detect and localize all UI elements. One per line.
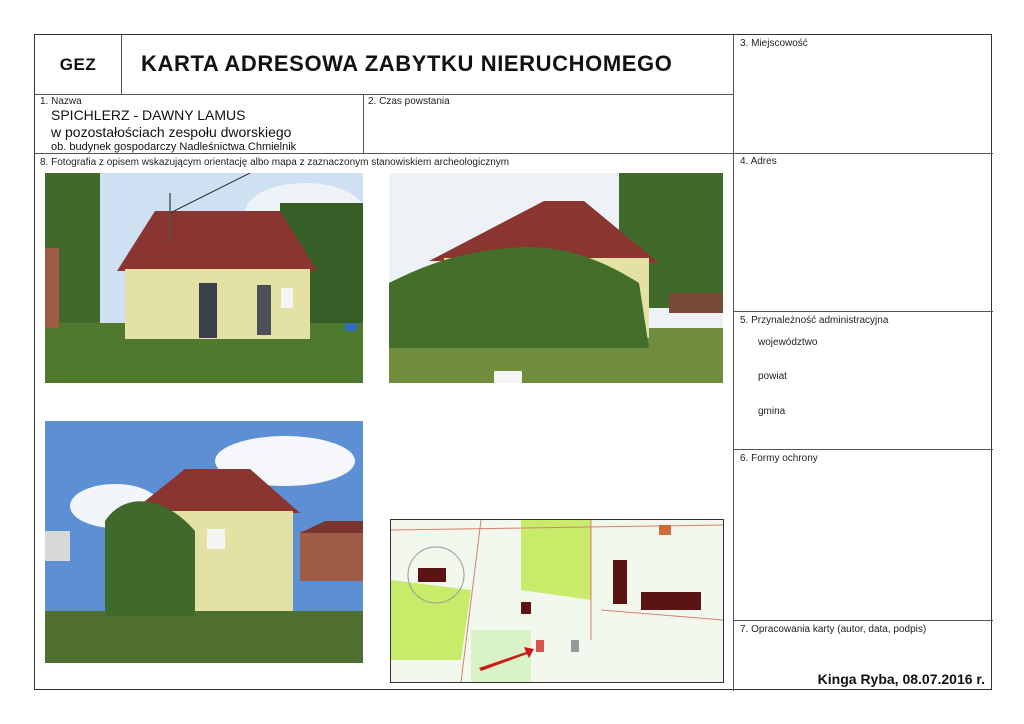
formy-label: 6. Formy ochrony — [740, 453, 818, 464]
divider — [733, 620, 993, 621]
object-context: w pozostałościach zespołu dworskiego — [51, 124, 292, 140]
divider — [733, 449, 993, 450]
object-name: SPICHLERZ - DAWNY LAMUS — [51, 107, 246, 123]
opracowania-label: 7. Opracowania karty (autor, data, podpis) — [740, 624, 927, 635]
address-card — [34, 34, 992, 690]
divider — [121, 35, 122, 95]
object-current-use: ob. budynek gospodarczy Nadleśnictwa Chmielnik — [51, 141, 297, 153]
site-map — [390, 519, 724, 683]
divider — [35, 94, 733, 95]
page-title: KARTA ADRESOWA ZABYTKU NIERUCHOMEGO — [141, 51, 673, 76]
photo-side-view — [389, 173, 723, 383]
divider — [363, 94, 364, 154]
divider — [733, 35, 734, 691]
czas-label: 2. Czas powstania — [368, 96, 450, 107]
gmina-label: gmina — [758, 406, 786, 417]
author-signature: Kinga Ryba, 08.07.2016 r. — [817, 671, 985, 687]
przynaleznosc-label: 5. Przynależność administracyjna — [740, 315, 889, 326]
wojewodztwo-label: województwo — [758, 337, 818, 348]
nazwa-label: 1. Nazwa — [40, 96, 82, 107]
fotografia-label: 8. Fotografia z opisem wskazującym orientację albo mapa z zaznaczonym stanowiskiem archeologicznym — [40, 157, 510, 168]
divider — [35, 153, 993, 154]
miejscowosc-label: 3. Miejscowość — [740, 38, 808, 49]
powiat-label: powiat — [758, 371, 787, 382]
adres-label: 4. Adres — [740, 156, 777, 167]
photo-rear-view — [45, 421, 363, 663]
photo-front-view — [45, 173, 363, 383]
divider — [733, 311, 993, 312]
gez-label: GEZ — [59, 55, 97, 74]
